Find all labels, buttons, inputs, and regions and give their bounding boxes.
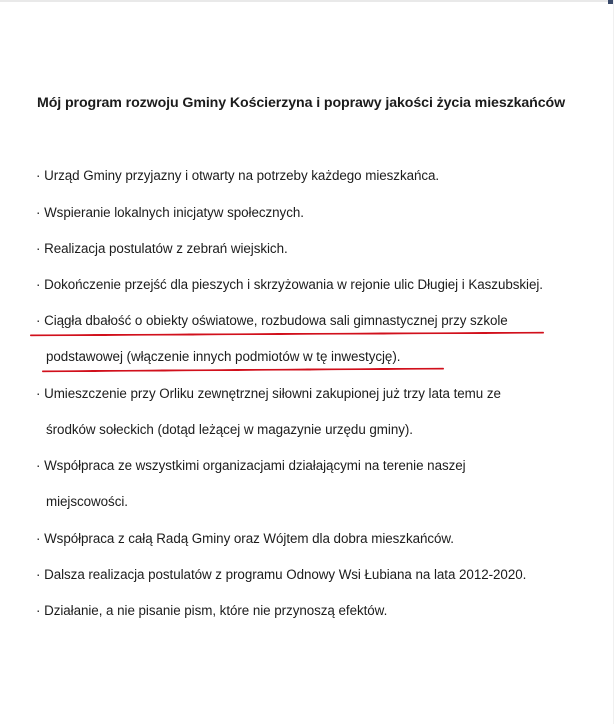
list-item-organizations-continued: miejscowości.	[46, 494, 128, 509]
list-item-office: · Urząd Gminy przyjazny i otwarty na potrzeby każdego mieszkańca.	[36, 168, 440, 183]
list-item-gym-continued: środków sołeckich (dotąd leżącej w magazynie urzędu gminy).	[46, 422, 413, 437]
list-item-action: · Działanie, a nie pisanie pism, które nie przynoszą efektów.	[36, 603, 388, 618]
list-item-organizations: · Współpraca ze wszystkimi organizacjami działającymi na terenie naszej	[36, 458, 466, 473]
highlight-underline-2	[42, 368, 444, 373]
list-item-crossings: · Dokończenie przejść dla pieszych i skrzyżowania w rejonie ulic Długiej i Kaszubskiej.	[36, 277, 543, 292]
list-item-education: · Ciągła dbałość o obiekty oświatowe, rozbudowa sali gimnastycznej przy szkole	[36, 313, 508, 328]
list-item-postulates: · Realizacja postulatów z zebrań wiejskich.	[36, 241, 288, 256]
page-top-edge	[0, 0, 614, 2]
list-item-council: · Współpraca z całą Radą Gminy oraz Wójtem dla dobra mieszkańców.	[36, 531, 454, 546]
page-title: Mój program rozwoju Gminy Kościerzyna i poprawy jakości życia mieszkańców	[37, 95, 566, 111]
list-item-renewal-program: · Dalsza realizacja postulatów z programu Odnowy Wsi Łubiana na lata 2012-2020.	[36, 567, 527, 582]
list-item-education-continued: podstawowej (włączenie innych podmiotów w tę inwestycję).	[46, 349, 401, 364]
highlight-underline-1	[30, 332, 544, 337]
list-item-initiatives: · Wspieranie lokalnych inicjatyw społecznych.	[36, 205, 304, 220]
list-item-gym: · Umieszczenie przy Orliku zewnętrznej siłowni zakupionej już trzy lata temu ze	[36, 386, 501, 401]
